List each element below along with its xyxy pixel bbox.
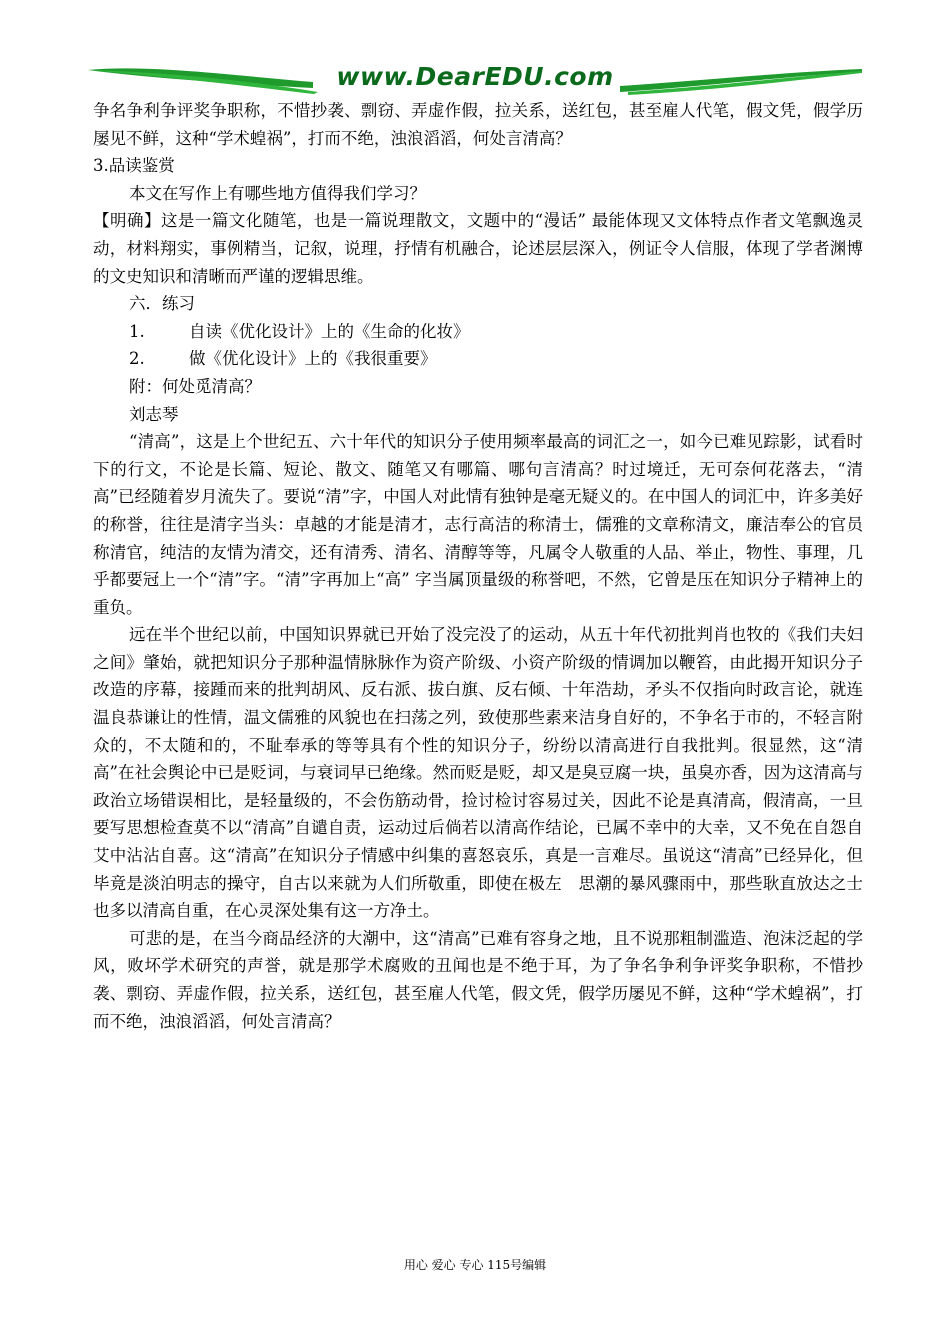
site-logo-text: www.DearEDU.com — [336, 62, 614, 91]
exercise-item — [93, 318, 863, 346]
author-name: 刘志琴 — [129, 404, 179, 424]
exercise-text: 自读《优化设计》上的《生命的化妆》 — [189, 321, 470, 341]
exercise-item — [93, 345, 863, 373]
essay-paragraph-2: 远在半个世纪以前，中国知识界就已开始了没完没了的运动，从五十年代初批判肖也牧的《我们夫妇之间》肇始，就把知识分子那种温情脉脉作为资产阶级、小资产阶级的情调加以鞭笞，由此揭开知识分子改造的序幕，接踵而来的批判胡风、反右派、拔白旗、反右倾、十年浩劫，矛头不仅指向时政言论，就连温良恭谦让的性情，温文儒雅的风貌也在扫荡之列，致使那些素来洁身自好的，不争名于市的，不轻言附众的，不太随和的，不耻奉承的等等具有个性的知识分子，纷纷以清高进行自我批判。很显然，这“清高”在社会舆论中已是贬词，与衰词早已绝缘。然而贬是贬，却又是臭豆腐一块，虽臭亦香，因为这清高与政治立场错误相比，是轻量级的，不会伤筋动骨，捡讨检讨容易过关，因此不论是真清高，假清高，一旦要写思想检查莫不以“清高”自谴自责，运动过后倘若以清高作结论，已属不幸中的大幸，又不免在自怨自艾中沾沾自喜。这“清高”在知识分子情感中纠集的喜怒哀乐，真是一言难尽。虽说这“清高”已经异化，但毕竟是淡泊明志的操守，自古以来就为人们所敬重，即使在极左 思潮的暴风骤雨中，那些耿直放达之士也多以清高自重，在心灵深处集有这一方净土。 — [93, 625, 863, 921]
study-question: 本文在写作上有哪些地方值得我们学习？ — [129, 183, 426, 203]
exercise-number: 1. — [129, 321, 145, 341]
page-footer: 用心 爱心 专心 115号编辑 — [403, 1258, 547, 1272]
answer-paragraph: 【明确】这是一篇文化随笔，也是一篇说理散文，文题中的“漫话” 最能体现又文体特点作者文笔飘逸灵动，材料翔实，事例精当，记叙，说理，抒情有机融合，论述层层深入，例证令人信服，体现了学者渊博的文史知识和清晰而严谨的逻辑思维。 — [93, 211, 863, 286]
essay-paragraph-3: 可悲的是，在当今商品经济的大潮中，这“清高”已难有容身之地，且不说那粗制滥造、泡沫泛起的学风，败坏学术研究的声誉，就是那学术腐败的丑闻也是不绝于耳，为了争名争利争评奖争职称，不惜抄袭、剽窃、弄虚作假，拉关系，送红包，甚至雇人代笔，假文凭，假学历屡见不鲜，这种“学术蝗祸”，打而不绝，浊浪滔滔，何处言清高？ — [93, 928, 863, 1031]
appendix-title: 附：何处觅清高？ — [129, 376, 261, 396]
continued-paragraph: 争名争利争评奖争职称，不惜抄袭、剽窃、弄虚作假，拉关系，送红包，甚至雇人代笔，假文凭，假学历屡见不鲜，这种“学术蝗祸”，打而不绝，浊浪滔滔，何处言清高？ — [93, 101, 863, 148]
section-heading-3: 3.品读鉴赏 — [93, 156, 175, 176]
exercise-text: 做《优化设计》上的《我很重要》 — [189, 349, 437, 369]
section-heading-6: 六．练习 — [129, 294, 195, 314]
document-body — [93, 97, 863, 1035]
site-header-banner — [88, 58, 862, 98]
exercise-number: 2. — [129, 349, 145, 369]
essay-paragraph-1: “清高”，这是上个世纪五、六十年代的知识分子使用频率最高的词汇之一，如今已难见踪影，试看时下的行文，不论是长篇、短论、散文、随笔又有哪篇、哪句言清高？时过境迁，无可奈何花落去，“清高”已经随着岁月流失了。要说“清”字，中国人对此情有独钟是毫无疑义的。在中国人的词汇中，许多美好的称誉，往往是清字当头：卓越的才能是清才，志行高洁的称清士，儒雅的文章称清文，廉洁奉公的官员称清官，纯洁的友情为清交，还有清秀、清名、清醇等等，凡属令人敬重的人品、举止，物性、事理，几乎都要冠上一个“清”字。“清”字再加上“高” 字当属顶量级的称誉吧，不然，它曾是压在知识分子精神上的重负。 — [93, 432, 863, 617]
